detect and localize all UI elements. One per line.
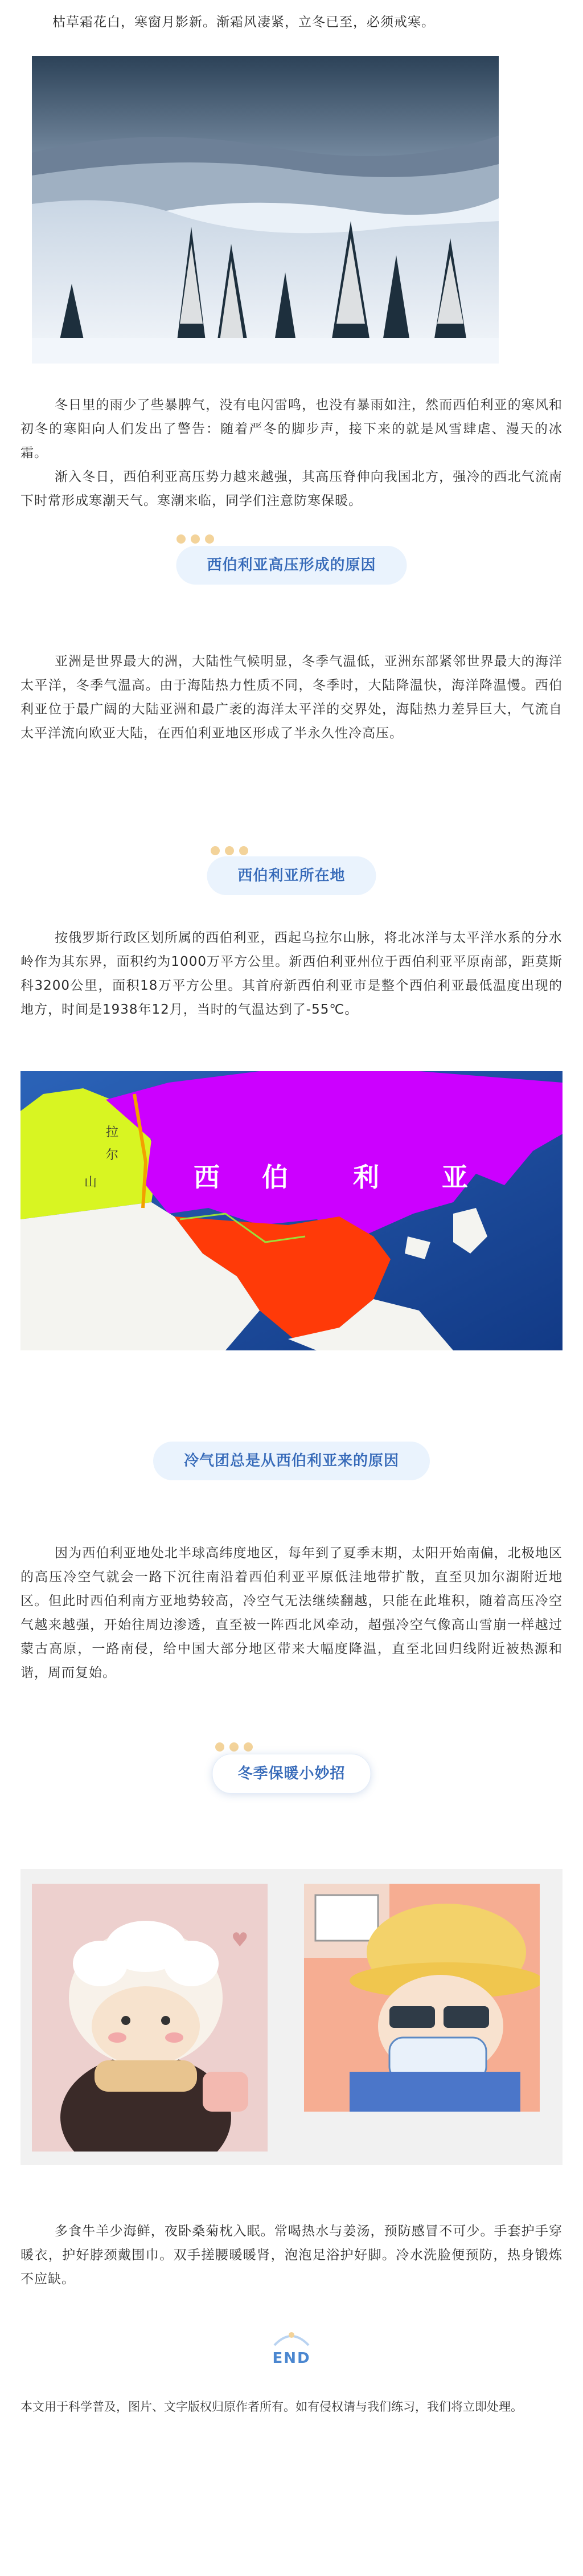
copyright-note: 本文用于科学普及，图片、文字版权归原作者所有。如有侵权请与我们练习，我们将立即处理。 <box>20 2400 523 2414</box>
cartoon-images-frame <box>20 1869 563 2165</box>
section-header-3 <box>0 1436 583 1504</box>
end-label: END <box>272 2350 311 2367</box>
siberia-map-image <box>20 1071 563 1350</box>
cartoon-image-left <box>32 1884 268 2152</box>
section-title-1 <box>176 546 407 585</box>
map-side-label-2: 尔 <box>106 1148 119 1162</box>
section-title-1-text: 西伯利亚高压形成的原因 <box>207 557 376 574</box>
map-side-label-3: 山 <box>84 1175 97 1190</box>
section-body-3: 因为西伯利亚地处北半球高纬度地区，每年到了夏季末期，太阳开始南偏，北极地区的高压冷空气就会一路下沉往南沿着西伯利亚平原低洼地带扩散，直至贝加尔湖附近地区。但此时西伯利南方亚地势较高，冷空气无法继续翻越，只能在此堆积，随着高压冷空气越来越强，开始往周边渗透，直至被一阵西北风牵动，超强冷空气像高山雪崩一样越过蒙古高原，一路南侵，给中国大部分地区带来大幅度降温，直至北回归线附近被热源和谐，周而复始。 <box>20 1546 563 1680</box>
map-label-4: 亚 <box>442 1162 468 1193</box>
intro-line: 枯草霜花白，寒窗月影新。渐霜风凄紧，立冬已至，必须戒寒。 <box>52 15 435 30</box>
snow-forest-image <box>32 56 499 364</box>
section-title-4 <box>212 1754 371 1794</box>
intro-paragraph-2: 渐入冬日，西伯利亚高压势力越来越强，其高压脊伸向我国北方，强冷的西北气流南下时常形成寒潮天气。寒潮来临，同学们注意防寒保暖。 <box>20 470 563 508</box>
map-label-1: 西 <box>194 1162 220 1193</box>
section-title-2 <box>207 856 376 895</box>
intro-paragraph-1: 冬日里的雨少了些暴脾气，没有电闪雷鸣，也没有暴雨如注，然而西伯利亚的寒风和初冬的寒阳向人们发出了警告：随着严冬的脚步声，接下来的就是风雪肆虐、漫天的冰霜。 <box>20 398 563 460</box>
map-label-2: 伯 <box>262 1162 288 1193</box>
end-marker <box>0 2328 583 2385</box>
map-label-3: 利 <box>353 1162 379 1193</box>
decor-dots <box>215 1742 253 1752</box>
section-header-4 <box>0 1732 583 1801</box>
section-title-3-text: 冷气团总是从西伯利亚来的原因 <box>183 1452 400 1469</box>
map-side-label-1: 拉 <box>106 1125 119 1140</box>
section-header-1 <box>0 524 583 593</box>
section-title-3 <box>153 1442 430 1480</box>
decor-dots <box>176 534 214 544</box>
section-title-2-text: 西伯利亚所在地 <box>237 867 346 884</box>
section-header-2 <box>0 835 583 903</box>
end-decor-icon <box>257 2328 326 2351</box>
decor-dots <box>211 846 248 855</box>
section-body-4: 多食牛羊少海鲜，夜卧桑菊枕入眠。常喝热水与姜汤，预防感冒不可少。手套护手穿暖衣，护好脖颈戴围巾。双手搓腰暖暖肾，泡泡足浴护好脚。冷水洗脸便预防，热身锻炼不应缺。 <box>20 2224 563 2287</box>
section-title-4-text: 冬季保暖小妙招 <box>237 1765 346 1782</box>
cartoon-image-right <box>304 1884 540 2112</box>
svg-text:♥: ♥ <box>231 1929 249 1952</box>
section-body-1: 亚洲是世界最大的洲，大陆性气候明显，冬季气温低，亚洲东部紧邻世界最大的海洋太平洋，冬季气温高。由于海陆热力性质不同，冬季时，大陆降温快，海洋降温慢。西伯利亚位于最广阔的大陆亚洲和最广袤的海洋太平洋的交界处，海陆热力差异巨大，气流自太平洋流向欧亚大陆，在西伯利亚地区形成了半永久性冷高压。 <box>20 654 563 741</box>
section-body-2: 按俄罗斯行政区划所属的西伯利亚，西起乌拉尔山脉，将北冰洋与太平洋水系的分水岭作为其东界，面积约为1000万平方公里。新西伯利亚州位于西伯利亚平原南部，距莫斯科3200公里，面积18万平方公里。其首府新西伯利亚市是整个西伯利亚最低温度出现的地方，时间是1938年12月，当时的气温达到了-55℃。 <box>20 930 563 1017</box>
